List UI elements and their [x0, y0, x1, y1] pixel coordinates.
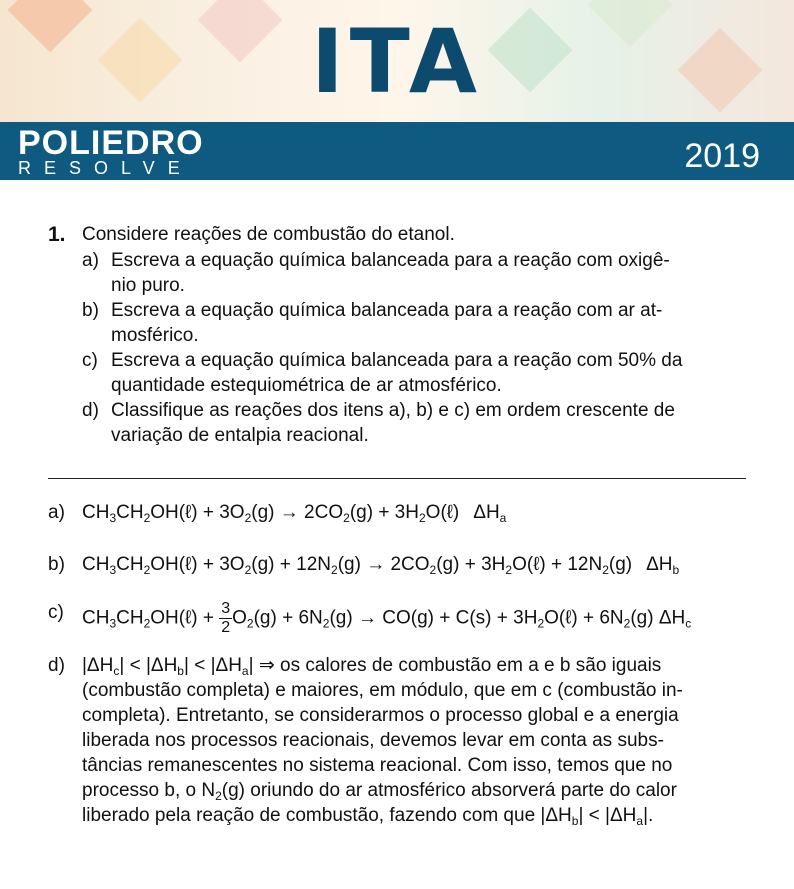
item-text: nio puro. [111, 275, 185, 296]
item-text: mosférico. [111, 325, 199, 346]
exam-year: 2019 [684, 137, 760, 175]
item-label: c) [82, 350, 98, 371]
item-text: quantidade estequiométrica de ar atmosférico. [111, 375, 502, 396]
brand-logo: POLIEDRO [18, 124, 204, 162]
answer-label: d) [48, 655, 65, 676]
separator-line [48, 478, 746, 479]
fraction: $\frac{3}{2}$ [221, 600, 231, 636]
answer-d-text: $|\Delta H_c| < |\Delta H_b| < |\Delta H_a|$ ⇒ os calores de combustão em a e b são iguais (combustão completa) e maiores, em módulo, que em c (combustão in- completa). Entretanto, se considerarmos o processo global e a energia liberada nos processos reacionais, devemos levar em conta as subs- tâncias remanescentes no sistema reacional. Com isso, temos que no processo b, o $N_2(g)$ oriundo do ar atmosférico absorverá parte do calor liberado pela reação de combustão, fazendo com que $|\Delta H_b| < |\Delta H_a|$. [82, 655, 683, 828]
item-text: Escreva a equação química balanceada para a reação com 50% da [111, 350, 683, 371]
item-label: d) [82, 400, 99, 421]
answer-label: c) [48, 602, 64, 623]
equation-a: $CH_3CH_2OH(\ell) + 3O_2(g) \to 2CO_2(g)$ + $3H_2O(\ell)$ $\Delta H_a$ [82, 502, 507, 525]
exam-title: ITA [310, 10, 484, 113]
item-label: b) [82, 300, 99, 321]
item-text: Escreva a equação química balanceada para a reação com oxigê- [111, 250, 670, 271]
question-number: 1. [48, 223, 66, 246]
answer-label: a) [48, 502, 65, 523]
item-label: a) [82, 250, 99, 271]
brand-subtitle: RESOLVE [18, 158, 193, 178]
item-text: variação de entalpia reacional. [111, 425, 369, 446]
question-intro: Considere reações de combustão do etanol. [82, 224, 455, 245]
equation-b: $CH_3CH_2OH(\ell) + 3O_2(g) + 12N_2(g) \to 2CO_2(g)$ + $3H_2O(\ell) + 12N_2(g)$ $\Delta H_b$ [82, 554, 680, 577]
answer-label: b) [48, 554, 65, 575]
item-text: Escreva a equação química balanceada para a reação com ar at- [111, 300, 663, 321]
item-text: Classifique as reações dos itens a), b) e c) em ordem crescente de [111, 400, 675, 421]
equation-c: $CH_3CH_2OH(\ell)$ + $\frac{3}{2}$ $O_2(g) + 6N_2(g) \to CO(g) + C(s)$ + $3H_2O(\ell) + 6N_2(g)$ $\Delta H_c$ [82, 600, 692, 636]
